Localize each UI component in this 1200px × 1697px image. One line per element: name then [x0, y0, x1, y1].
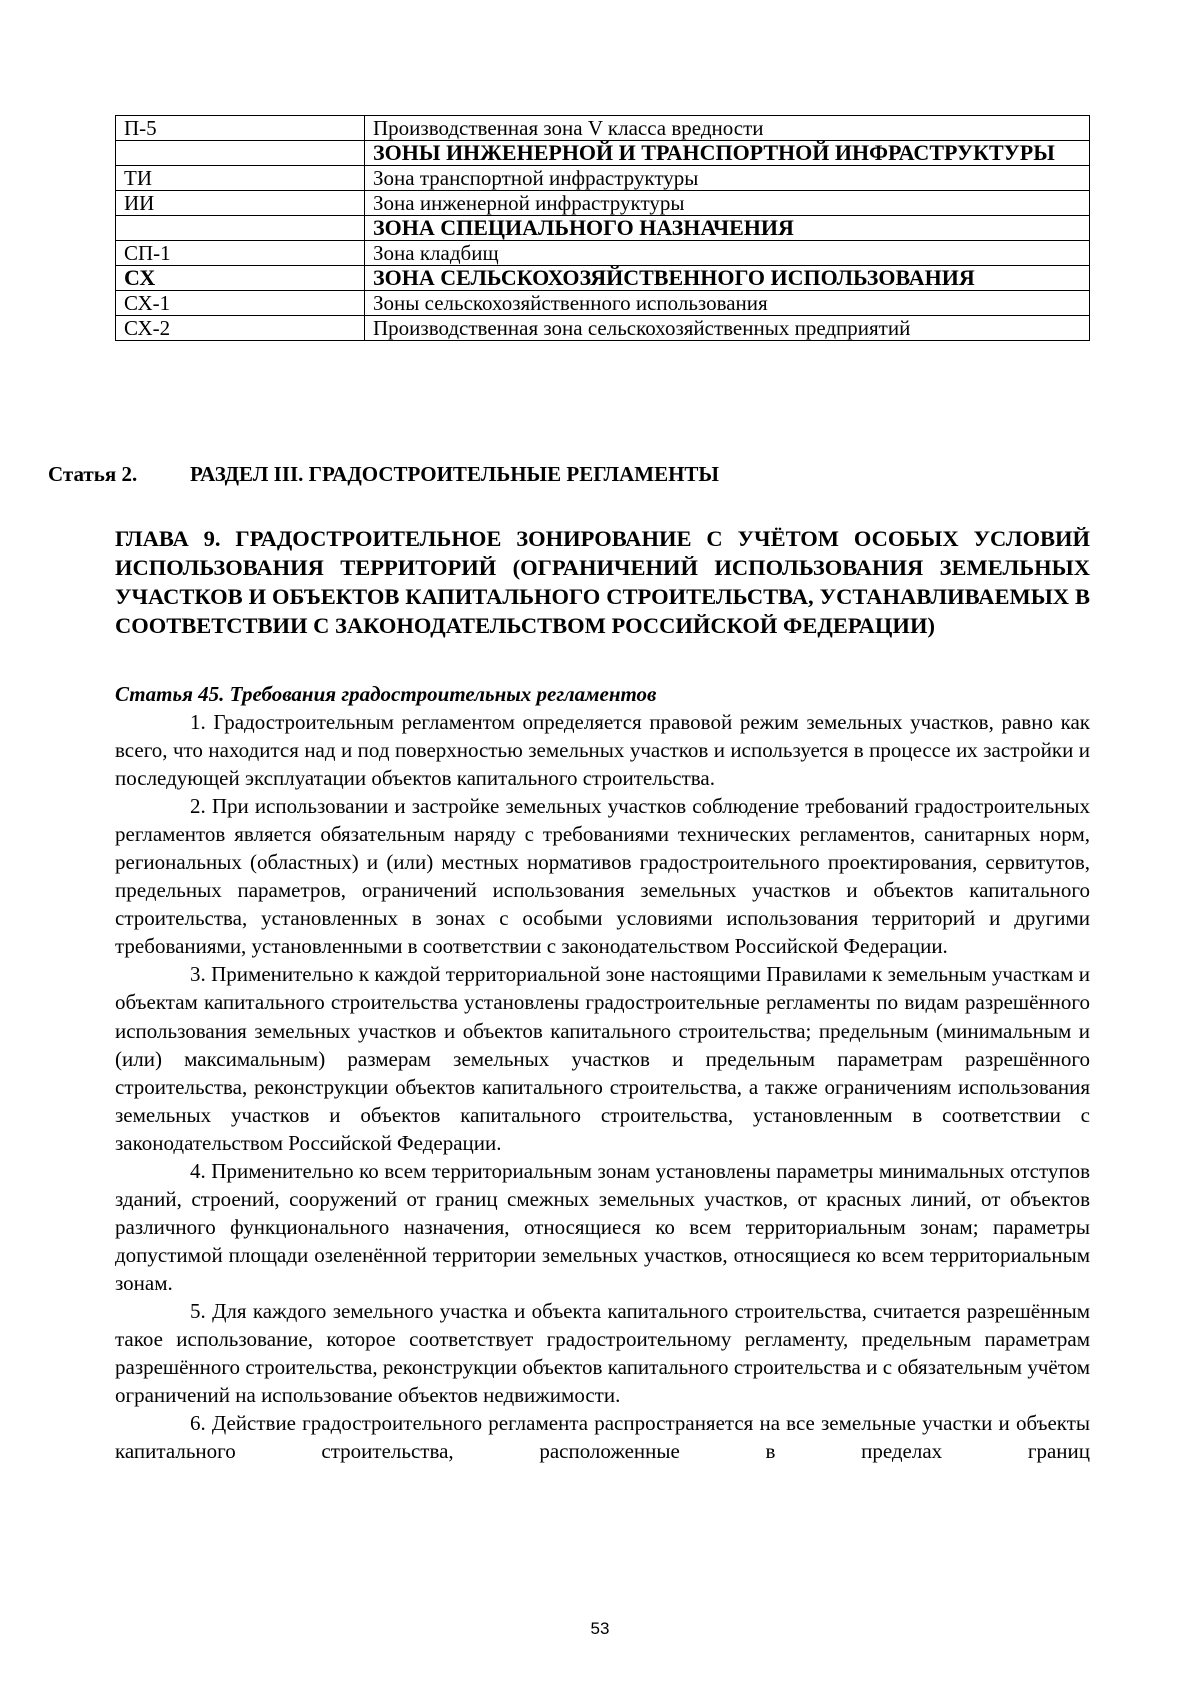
- page-number: 53: [590, 1619, 610, 1638]
- zone-name-cell: Зона инженерной инфраструктуры: [365, 191, 1090, 216]
- paragraph-3: 3. Применительно к каждой территориальной зоне настоящими Правилами к земельным участкам и объектам капитального строительства установлены градостроительные регламенты по видам разрешённого использования земельных участков и объектов капитального строительства; предельным (минимальным и (или) максимальным) размерам земельных участков и предельным параметрам разрешённого строительства, реконструкции объектов капитального строительства, а также ограничениям использования земельных участков и объектов капитального строительства, установленным в соответствии с законодательством Российской Федерации.: [115, 962, 1090, 1155]
- table-row: [116, 241, 1090, 266]
- paragraph-5: 5. Для каждого земельного участка и объекта капитального строительства, считается разрешённым такое использование, которое соответствует градостроительному регламенту, предельным параметрам разрешённого строительства, реконструкции объектов капитального строительства и с обязательным учётом ограничений на использование объектов недвижимости.: [115, 1298, 1090, 1408]
- paragraph-6: 6. Действие градостроительного регламента распространяется на все земельные участки и объекты капитального строительства, расположенные в пределах границ: [115, 1411, 1090, 1464]
- table-row: [116, 316, 1090, 341]
- article-2-heading: [48, 462, 719, 487]
- zone-code-cell: СП-1: [116, 241, 365, 266]
- zone-name-cell: Зона транспортной инфраструктуры: [365, 166, 1090, 191]
- article-2-title: РАЗДЕЛ III. ГРАДОСТРОИТЕЛЬНЫЕ РЕГЛАМЕНТЫ: [190, 462, 720, 486]
- table-row: [116, 266, 1090, 291]
- zone-code-cell: СХ-1: [116, 291, 365, 316]
- paragraph-1: 1. Градостроительным регламентом определяется правовой режим земельных участков, равно как всего, что находится над и под поверхностью земельных участков и используется в процессе их застройки и последующей эксплуатации объектов капитального строительства.: [115, 710, 1090, 791]
- zone-name-cell: ЗОНА СПЕЦИАЛЬНОГО НАЗНАЧЕНИЯ: [365, 216, 1090, 241]
- zone-name-cell: Производственная зона сельскохозяйственных предприятий: [365, 316, 1090, 341]
- zone-name-cell: ЗОНЫ ИНЖЕНЕРНОЙ И ТРАНСПОРТНОЙ ИНФРАСТРУКТУРЫ: [365, 141, 1090, 166]
- paragraph-2: 2. При использовании и застройке земельных участков соблюдение требований градостроительных регламентов является обязательным наряду с требованиями технических регламентов, санитарных норм, региональных (областных) и (или) местных нормативов градостроительного проектирования, сервитутов, предельных параметров, ограничений использования земельных участков и объектов капитального строительства, установленных в зонах с особыми условиями использования территорий и другими требованиями, установленными в соответствии с законодательством Российской Федерации.: [115, 794, 1090, 959]
- zone-table: [115, 115, 1090, 341]
- zone-code-cell: ТИ: [116, 166, 365, 191]
- table-row: [116, 291, 1090, 316]
- zone-name-cell: ЗОНА СЕЛЬСКОХОЗЯЙСТВЕННОГО ИСПОЛЬЗОВАНИЯ: [365, 266, 1090, 291]
- zone-code-cell: СХ: [116, 266, 365, 291]
- table-row: [116, 141, 1090, 166]
- zone-code-cell: [116, 216, 365, 241]
- paragraph-4: 4. Применительно ко всем территориальным зонам установлены параметры минимальных отступов зданий, строений, сооружений от границ смежных земельных участков, от красных линий, от объектов различного функционального назначения, относящиеся ко всем территориальным зонам; параметры допустимой площади озеленённой территории земельных участков, относящиеся ко всем территориальным зонам.: [115, 1158, 1090, 1295]
- zone-name-cell: Зона кладбищ: [365, 241, 1090, 266]
- zone-name-cell: Производственная зона V класса вредности: [365, 116, 1090, 141]
- table-row: [116, 166, 1090, 191]
- article-45-body: [115, 708, 1090, 1465]
- table-row: [116, 216, 1090, 241]
- table-row: [116, 116, 1090, 141]
- zone-name-cell: Зоны сельскохозяйственного использования: [365, 291, 1090, 316]
- zone-code-cell: СХ-2: [116, 316, 365, 341]
- table-row: [116, 191, 1090, 216]
- zone-code-cell: П-5: [116, 116, 365, 141]
- zone-code-cell: [116, 141, 365, 166]
- article-2-number: Статья 2.: [48, 462, 138, 486]
- zone-code-cell: ИИ: [116, 191, 365, 216]
- chapter-9-title: ГЛАВА 9. ГРАДОСТРОИТЕЛЬНОЕ ЗОНИРОВАНИЕ С УЧЁТОМ ОСОБЫХ УСЛОВИЙ ИСПОЛЬЗОВАНИЯ ТЕРРИТОРИЙ (ОГРАНИЧЕНИЙ ИСПОЛЬЗОВАНИЯ ЗЕМЕЛЬНЫХ УЧАСТКОВ И ОБЪЕКТОВ КАПИТАЛЬНОГО СТРОИТЕЛЬСТВА, УСТАНАВЛИВАЕМЫХ В СООТВЕТСТВИИ С ЗАКОНОДАТЕЛЬСТВОМ РОССИЙСКОЙ ФЕДЕРАЦИИ): [115, 526, 1090, 638]
- article-45-title: Статья 45. Требования градостроительных регламентов: [115, 682, 657, 706]
